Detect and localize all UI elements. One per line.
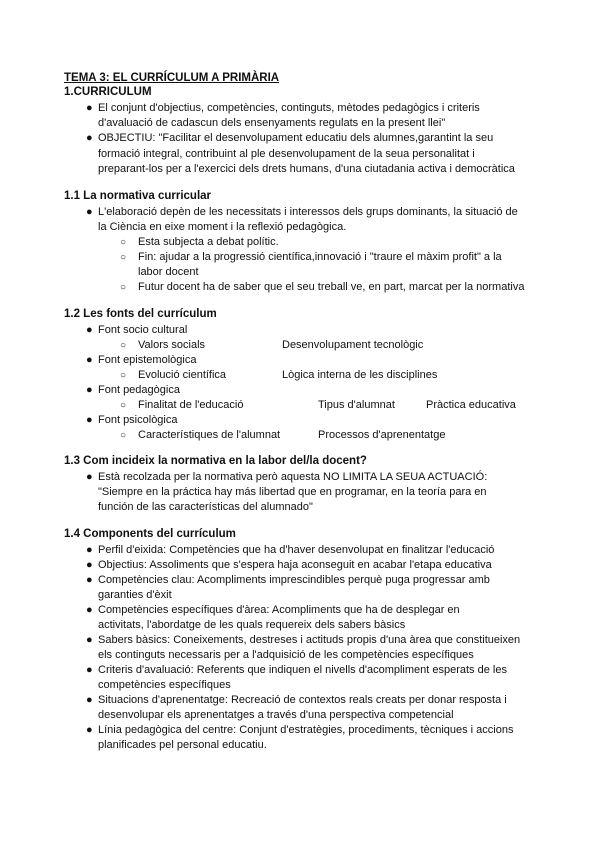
component-clau-line-1: Competències clau: Acompliments imprescindibles perquè puga progressar amb [98, 574, 490, 586]
bullet-icon: ● [86, 354, 93, 366]
bullet-icon: ● [86, 206, 93, 218]
bullet-icon: ● [86, 559, 93, 571]
component-objectius: Objectius: Assoliments que s'espera haja aconseguit en acabar l'etapa educativa [98, 559, 492, 571]
heading-fonts: 1.2 Les fonts del currículum [64, 308, 217, 320]
curriculum-item-2-line-2: formació integral, contribuint al ple desenvolupament de la seua personalitat i [98, 148, 475, 160]
component-situacions-line-2: desenvolupar els aprenentatges a través d'una perspectiva competencial [98, 709, 454, 721]
bullet-icon: ● [86, 384, 93, 396]
heading-components: 1.4 Components del currículum [64, 528, 236, 540]
circle-bullet-icon: ○ [120, 400, 127, 411]
font-pedagogica: Font pedagògica [98, 384, 180, 396]
incidencia-line-2: "Siempre en la práctica hay más libertad que en programar, en la teoría para en [98, 486, 487, 498]
curriculum-item-1-line-1: El conjunt d'objectius, competències, continguts, mètodes pedagògics i criteris [98, 102, 480, 114]
font-ped-sub-1: Finalitat de l'educació [138, 399, 244, 411]
component-clau-line-2: garanties d'èxit [98, 589, 172, 601]
font-psicologica: Font psicològica [98, 414, 178, 426]
font-ped-sub-2: Tipus d'alumnat [318, 399, 395, 411]
circle-bullet-icon: ○ [120, 252, 127, 263]
normativa-item-line-2: la Ciència en eixe moment i la reflexió pedagògica. [98, 221, 347, 233]
bullet-icon: ● [86, 604, 93, 616]
circle-bullet-icon: ○ [120, 370, 127, 381]
bullet-icon: ● [86, 471, 93, 483]
document-title: TEMA 3: EL CURRÍCULUM A PRIMÀRIA [64, 72, 280, 84]
component-criteris-line-1: Criteris d'avaluació: Referents que indiquen el nivells d'acompliment esperats de les [98, 664, 507, 676]
circle-bullet-icon: ○ [120, 430, 127, 441]
heading-curriculum: 1.CURRICULUM [64, 86, 152, 98]
normativa-subitem-3: Futur docent ha de saber que el seu treball ve, en part, marcat per la normativa [138, 281, 525, 293]
font-epist-sub-1: Evolució científica [138, 369, 227, 381]
heading-incidencia: 1.3 Com incideix la normativa en la labor del/la docent? [64, 455, 367, 467]
component-especifiques-line-1: Competències específiques d'àrea: Acompliments que ha de desplegar en [98, 604, 460, 616]
component-sabers-line-1: Sabers bàsics: Coneixements, destreses i actituds propis d'una àrea que constitueixen [98, 634, 521, 646]
incidencia-line-1: Està recolzada per la normativa però aquesta NO LIMITA LA SEUA ACTUACIÓ: [98, 471, 488, 483]
component-sabers-line-2: els continguts necessaris per a l'adquisició de les competències específiques [98, 649, 474, 661]
component-situacions-line-1: Situacions d'aprenentatge: Recreació de contextos reals creats per donar resposta i [98, 694, 507, 706]
component-linia-line-1: Línia pedagògica del centre: Conjunt d'estratègies, procediments, tècniques i accions [98, 724, 514, 736]
bullet-icon: ● [86, 634, 93, 646]
font-epistemologica: Font epistemològica [98, 354, 197, 366]
font-socio-sub-1: Valors socials [138, 339, 206, 351]
normativa-subitem-2-line-1: Fin: ajudar a la progressió científica,innovació i "traure el màxim profit" a la [138, 251, 502, 263]
circle-bullet-icon: ○ [120, 237, 127, 248]
normativa-subitem-1: Esta subjecta a debat polític. [138, 236, 279, 248]
bullet-icon: ● [86, 544, 93, 556]
bullet-icon: ● [86, 694, 93, 706]
font-epist-sub-2: Lògica interna de les disciplines [282, 369, 438, 381]
curriculum-item-2-line-1: OBJECTIU: "Facilitar el desenvolupament educatiu dels alumnes,garantint la seu [98, 132, 494, 144]
bullet-icon: ● [86, 132, 93, 144]
font-ped-sub-3: Pràctica educativa [426, 399, 516, 411]
normativa-subitem-2-line-2: labor docent [138, 266, 199, 278]
normativa-item-line-1: L'elaboració depèn de les necessitats i interessos dels grups dominants, la situació de [98, 206, 518, 218]
curriculum-item-1-line-2: d'avaluació de cadascun dels ensenyaments regulats en la present llei" [98, 117, 446, 129]
component-perfil: Perfil d'eixida: Competències que ha d'haver desenvolupat en finalitzar l'educació [98, 544, 495, 556]
bullet-icon: ● [86, 664, 93, 676]
bullet-icon: ● [86, 324, 93, 336]
font-psic-sub-2: Processos d'aprenentatge [318, 429, 446, 441]
heading-normativa: 1.1 La normativa curricular [64, 190, 212, 202]
font-socio-sub-2: Desenvolupament tecnològic [282, 339, 424, 351]
bullet-icon: ● [86, 574, 93, 586]
component-linia-line-2: planificades pel personal educatiu. [98, 739, 267, 751]
curriculum-item-2-line-3: preparant-los per a l'exercici dels drets humans, d'una ciutadania activa i democràtica [98, 163, 515, 175]
bullet-icon: ● [86, 414, 93, 426]
font-socio-cultural: Font socio cultural [98, 324, 188, 336]
circle-bullet-icon: ○ [120, 282, 127, 293]
circle-bullet-icon: ○ [120, 340, 127, 351]
incidencia-line-3: función de las características del alumnado" [98, 501, 313, 513]
font-psic-sub-1: Característiques de l'alumnat [138, 429, 281, 441]
component-criteris-line-2: competències específiques [98, 679, 231, 691]
component-especifiques-line-2: activitats, l'abordatge de les quals requereix dels sabers bàsics [98, 619, 406, 631]
bullet-icon: ● [86, 724, 93, 736]
bullet-icon: ● [86, 102, 93, 114]
